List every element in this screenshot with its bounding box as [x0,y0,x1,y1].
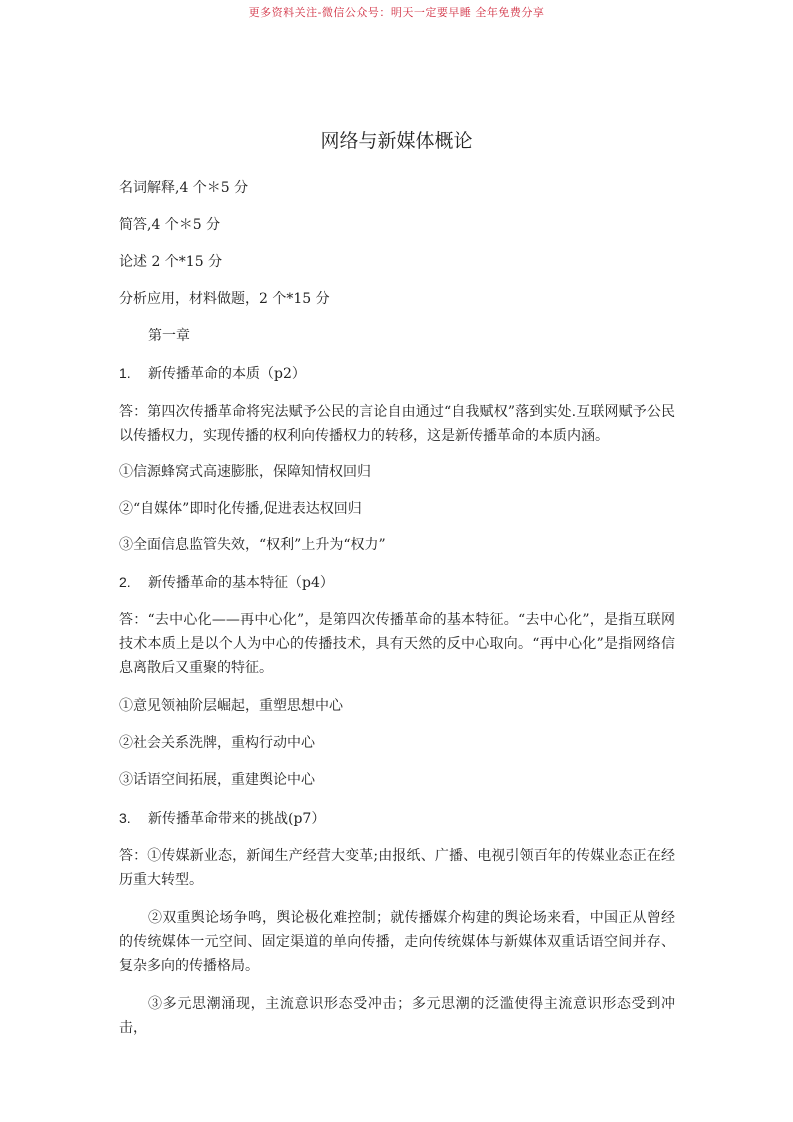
section-title: 新传播革命的本质（p2） [148,366,306,382]
section-number: 2. [119,574,131,590]
answer-point: ②社会关系洗牌，重构行动中心 [119,735,315,751]
document-title: 网络与新媒体概论 [320,130,473,152]
section-heading [119,806,675,831]
section-number: 3. [119,810,131,826]
section-heading [119,570,675,595]
answer-point: ③话语空间拓展，重建舆论中心 [119,772,315,788]
answer-point: ②“自媒体”即时化传播,促进表达权回归 [119,501,362,517]
section-heading [119,361,675,386]
answer-point: ②双重舆论场争鸣，舆论极化难控制；就传播媒介构建的舆论场来看，中国正从曾经的传统媒体一元空间、固定渠道的单向传播，走向传统媒体与新媒体双重话语空间并存、复杂多向的传播格局。 [119,910,675,974]
answer-point: ③多元思潮涌现，主流意识形态受冲击；多元思潮的泛滥使得主流意识形态受到冲击， [119,996,675,1036]
exam-format-item: 分析应用，材料做题，2 个*15 分 [119,291,330,307]
section-answer: 答：第四次传播革命将宪法赋予公民的言论自由通过“自我赋权”落到实处.互联网赋予公民以传播权力，实现传播的权利向传播权力的转移，这是新传播革命的本质内涵。 [119,404,675,444]
section-title: 新传播革命带来的挑战(p7） [148,811,326,827]
section-answer: 答：①传媒新业态，新闻生产经营大变革;由报纸、广播、电视引领百年的传媒业态正在经历重大转型。 [119,848,675,888]
exam-format-item: 简答,4 个＊5 分 [119,217,221,233]
answer-point: ①意见领袖阶层崛起，重塑思想中心 [119,698,343,714]
answer-point: ①信源蜂窝式高速膨胀，保障知情权回归 [119,464,371,480]
answer-point: ③全面信息监管失效，“权利”上升为“权力” [119,537,386,553]
chapter-heading: 第一章 [148,328,190,344]
section-number: 1. [119,365,131,381]
section-title: 新传播革命的基本特征（p4） [148,575,334,591]
header-note: 更多资料关注-微信公众号：明天一定要早睡 全年免费分享 [248,6,545,19]
exam-format-item: 论述 2 个*15 分 [119,254,223,270]
section-answer: 答：“去中心化——再中心化”，是第四次传播革命的基本特征。“去中心化”，是指互联网技术本质上是以个人为中心的传播技术，具有天然的反中心取向。“再中心化”是指网络信息离散后又重聚的特征。 [119,612,675,676]
exam-format-item: 名词解释,4 个＊5 分 [119,180,249,196]
